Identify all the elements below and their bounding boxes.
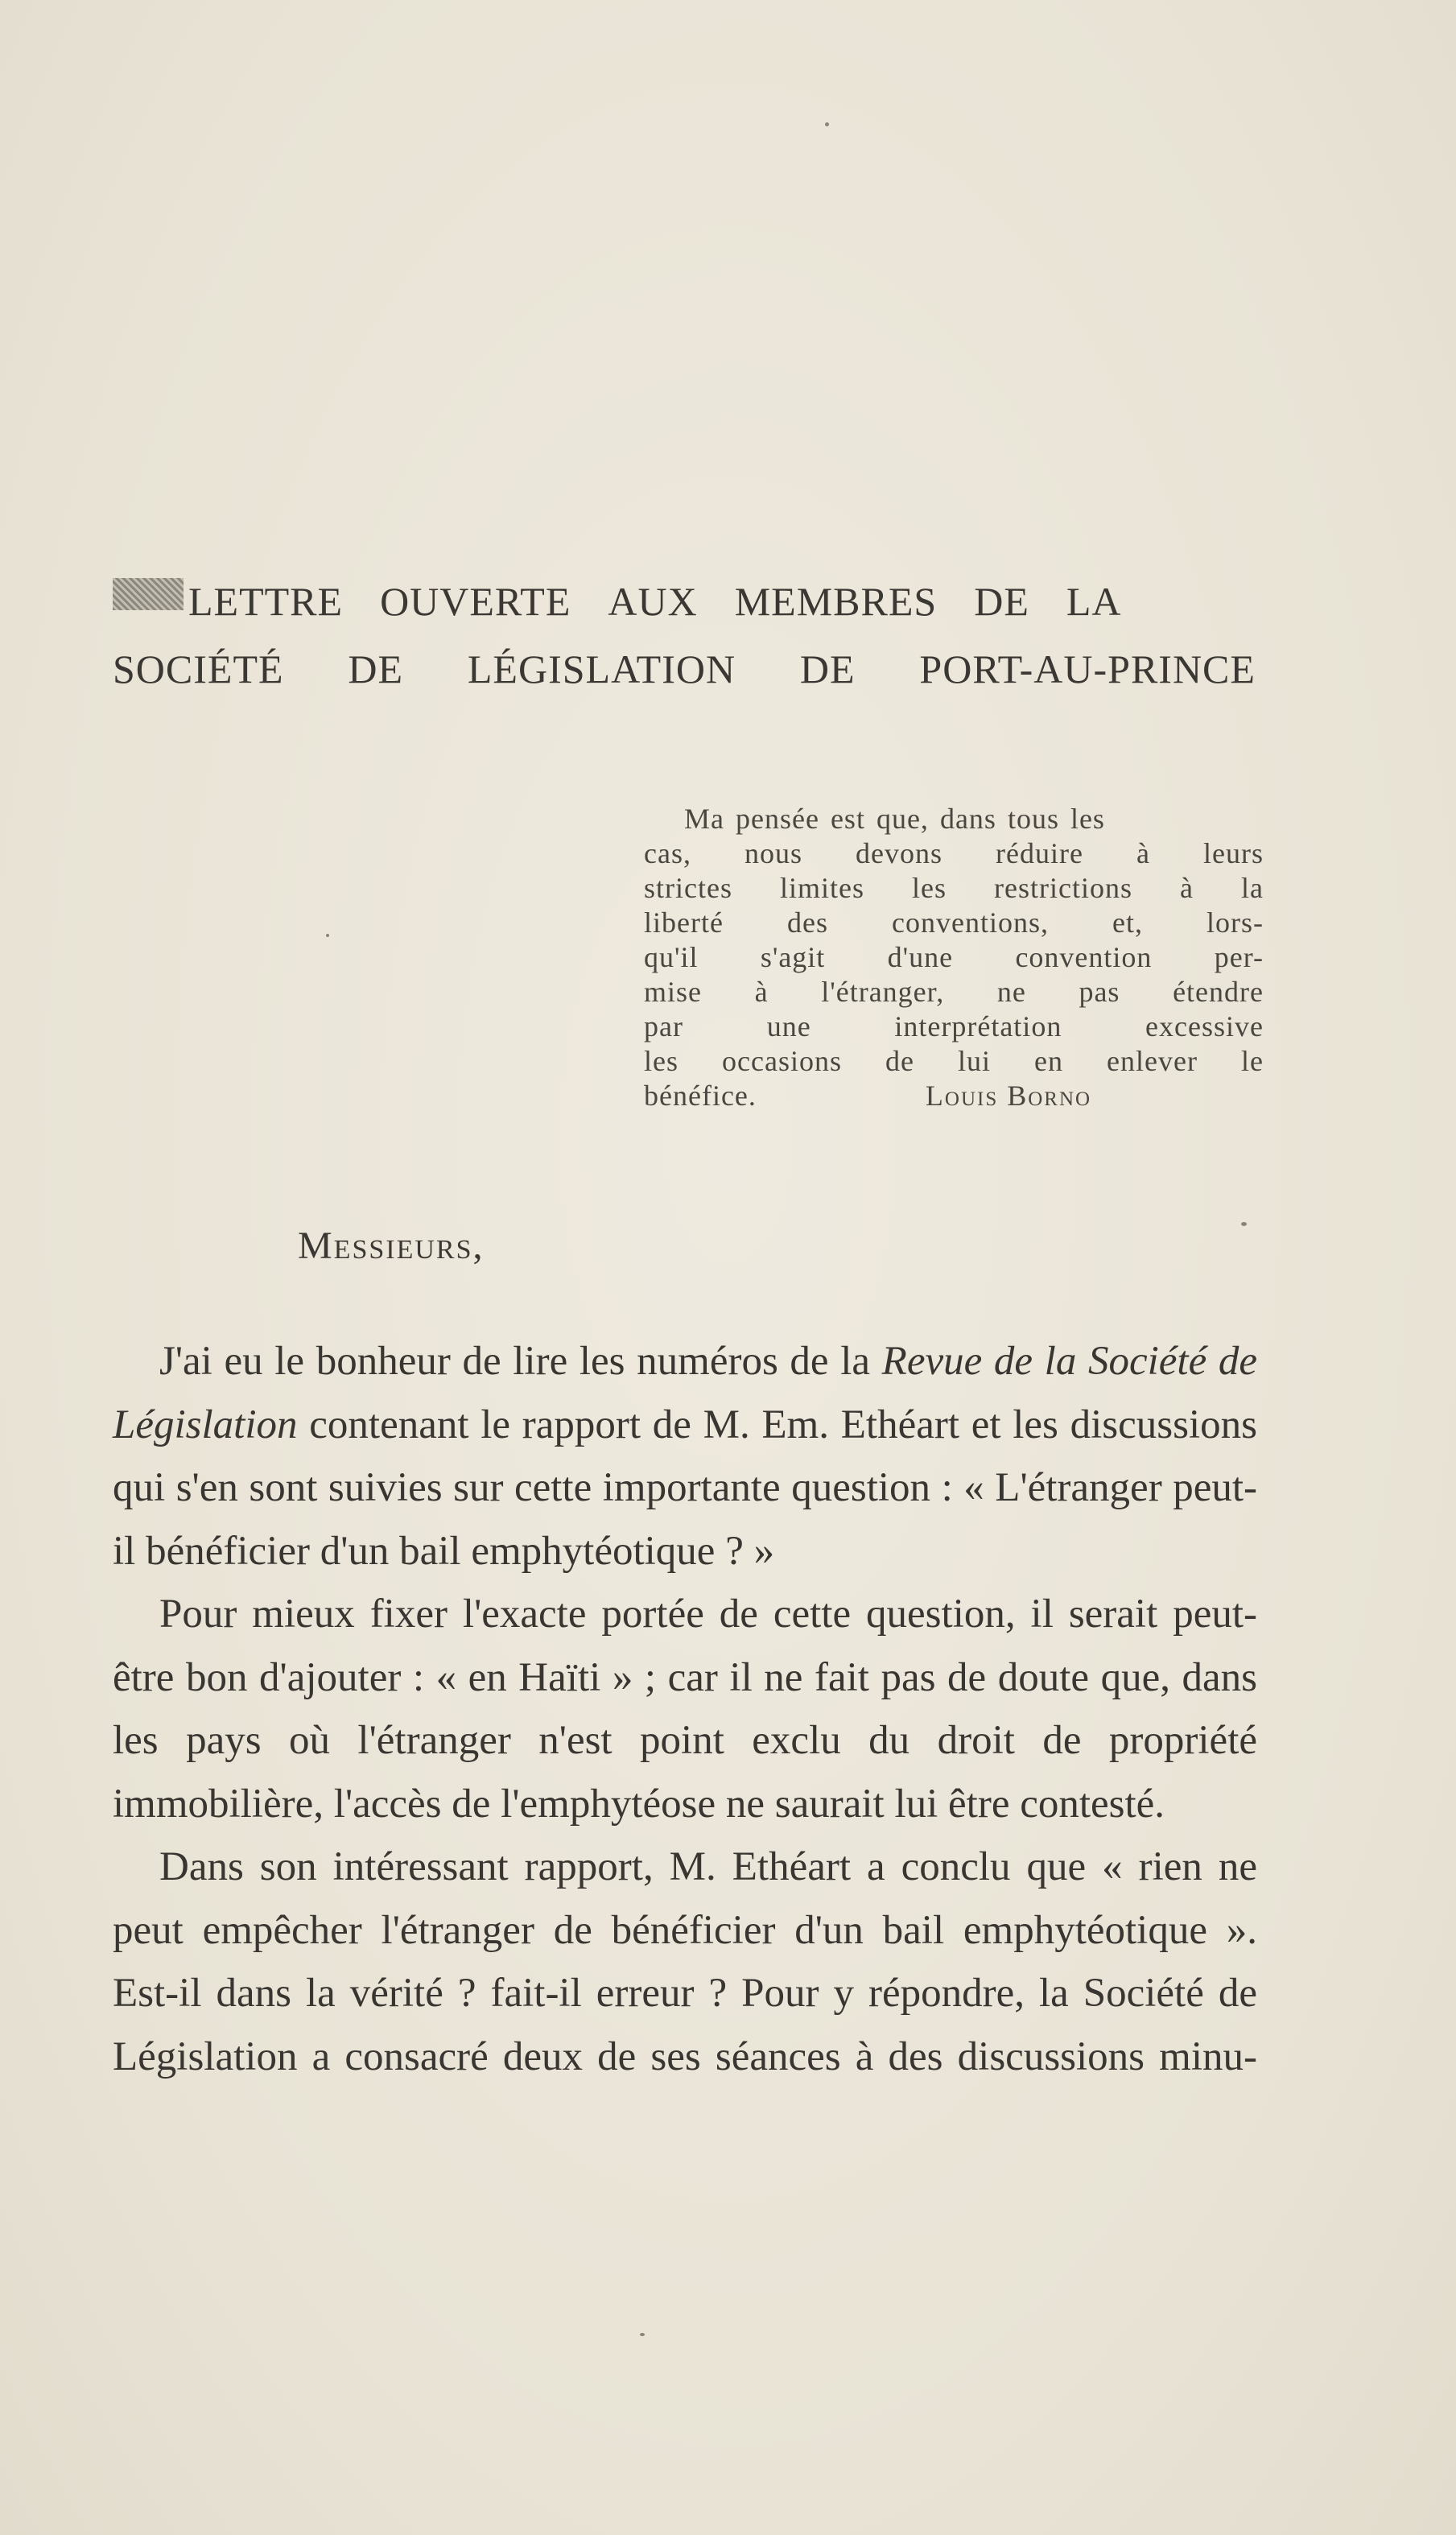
ornament-icon	[113, 578, 184, 610]
paragraph-1: J'ai eu le bonheur de lire les numéros de la Revue de la Société de Législation contenant le rapport de M. Em. Ethéart et les discussions qui s'en sont suivies sur cette importante question : « L'étranger peut-il bénéficier d'un bail emphytéotique ? »	[113, 1339, 1257, 1574]
journal-title: Revue de la Société de Législation	[113, 1339, 1257, 1447]
paper-speck	[640, 2333, 645, 2336]
epigraph-last-line: bénéfice.	[644, 1080, 757, 1112]
epigraph-line	[644, 1079, 1264, 1113]
title-word: MEMBRES	[734, 579, 938, 624]
title-word: OUVERTE	[380, 579, 571, 624]
epigraph	[644, 802, 1264, 1113]
epigraph-line: les occasions de lui en enlever le	[644, 1045, 1264, 1077]
epigraph-line: par une interprétation excessive	[644, 1010, 1264, 1042]
epigraph-line: mise à l'étranger, ne pas étendre	[644, 976, 1264, 1008]
title-word: LÉGISLATION	[467, 646, 736, 692]
title-word: DE	[348, 646, 404, 692]
epigraph-signature: Louis Borno	[925, 1080, 1092, 1112]
title-line-2	[113, 646, 1256, 692]
title-line-1	[113, 578, 1159, 625]
title-word: PORT-AU-PRINCE	[919, 646, 1256, 692]
paper-speck	[825, 122, 829, 126]
epigraph-line: cas, nous devons réduire à leurs	[644, 837, 1264, 869]
epigraph-line: Ma pensée est que, dans tous les	[684, 803, 1105, 835]
paragraph-2: Pour mieux fixer l'exacte portée de cette question, il serait peut-être bon d'ajouter : « en Haïti » ; car il ne fait pas de doute que, dans les pays où l'étranger n'est point exclu du droit de propriété immobilière, l'accès de l'emphytéose ne saurait lui être contesté.	[113, 1592, 1257, 1827]
title-word: DE	[974, 579, 1029, 624]
title-word: LETTRE	[188, 579, 344, 624]
paper-speck	[326, 934, 329, 937]
title-word: DE	[799, 646, 856, 692]
title-word: SOCIÉTÉ	[113, 646, 284, 692]
title-word: AUX	[608, 579, 698, 624]
letter-body	[113, 1330, 1257, 2088]
salutation: Messieurs,	[298, 1224, 485, 1267]
paper-speck	[1241, 1222, 1247, 1226]
paragraph-3: Dans son intéressant rapport, M. Ethéart a conclu que « rien ne peut empêcher l'étranger de bénéficier d'un bail emphytéotique ». Est-il dans la vérité ? fait-il erreur ? Pour y répondre, la Société de Législation a consacré deux de ses séances à des discussions minu-	[113, 1844, 1257, 2079]
epigraph-line: qu'il s'agit d'une convention per-	[644, 941, 1264, 973]
epigraph-line: liberté des conventions, et, lors-	[644, 906, 1264, 939]
epigraph-line: strictes limites les restrictions à la	[644, 872, 1264, 904]
title-word: LA	[1066, 579, 1122, 624]
